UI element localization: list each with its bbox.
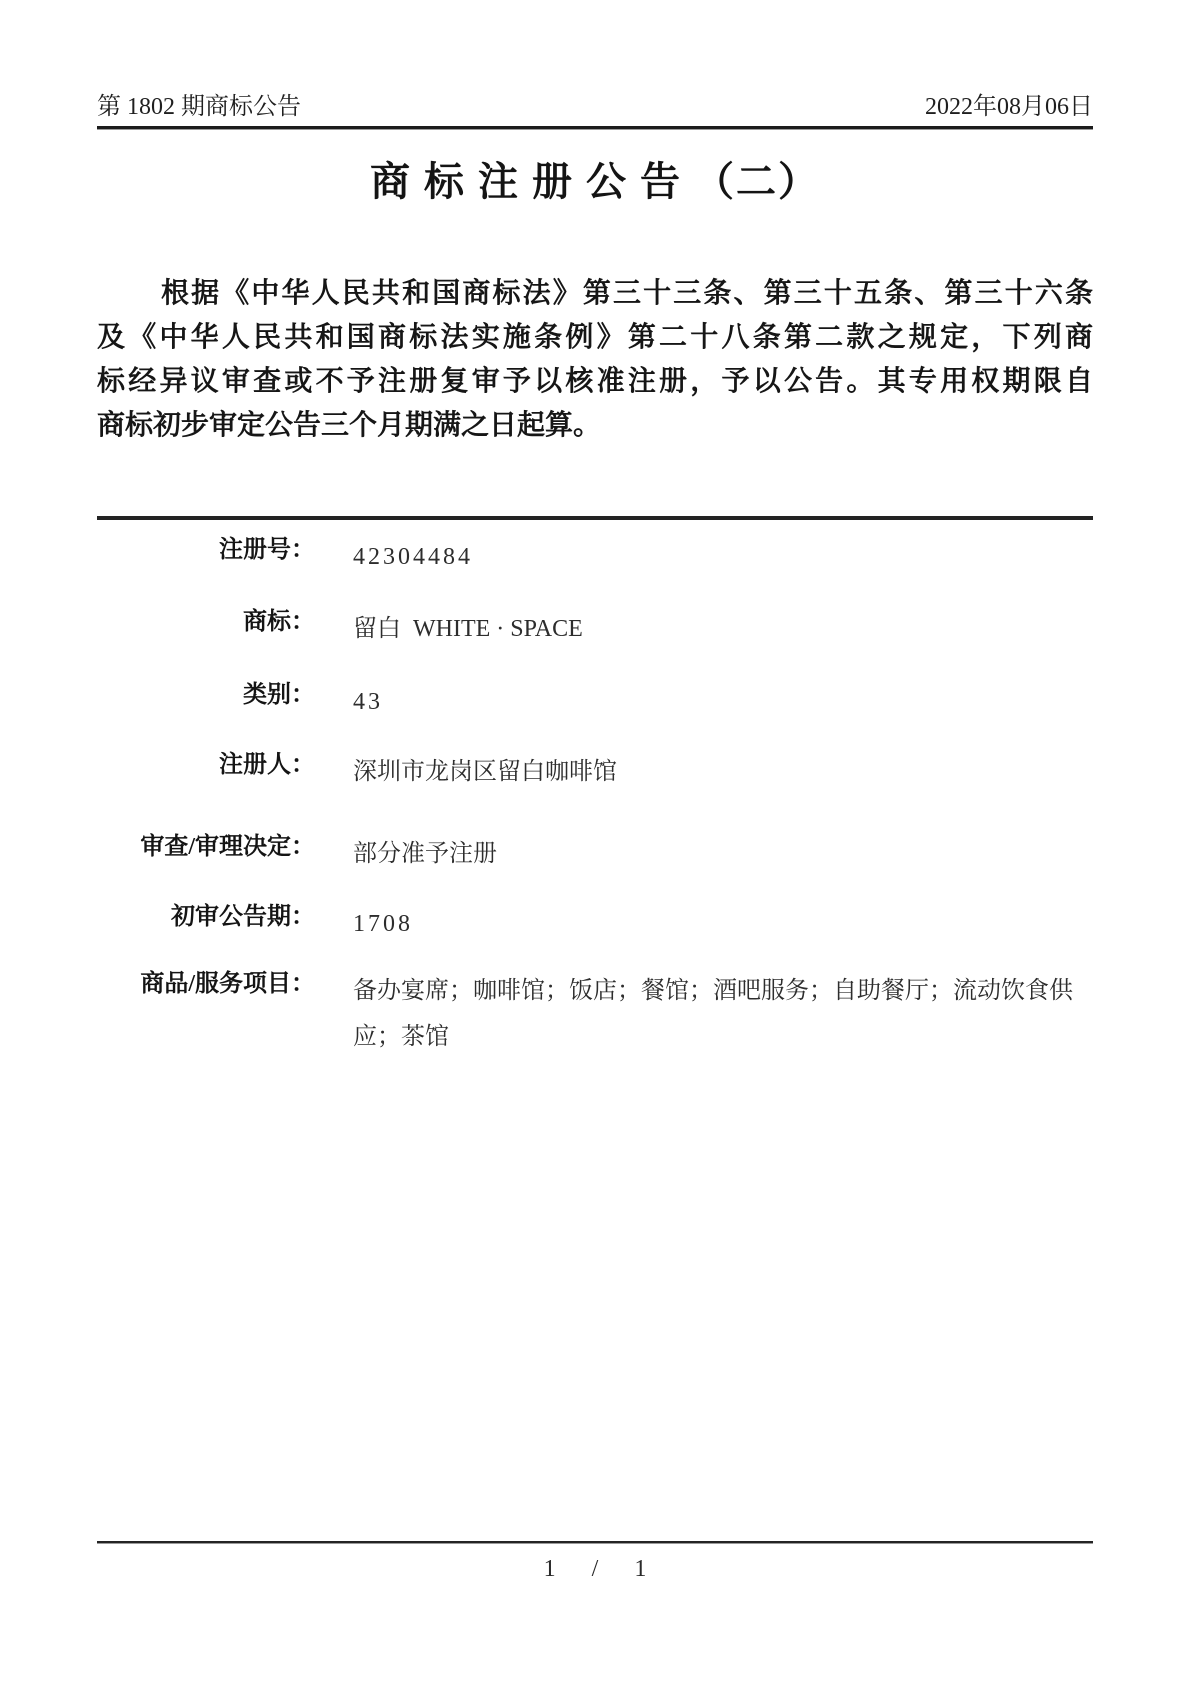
field-label: 类别：: [243, 682, 315, 708]
field-row-registrant: [97, 749, 1083, 795]
page-header: [97, 86, 1093, 121]
field-row-class: [97, 679, 1083, 725]
field-label: 商标：: [243, 609, 315, 635]
field-value: 备办宴席；咖啡馆；饭店；餐馆；酒吧服务；自助餐厅；流动饮食供应；茶馆: [353, 978, 1073, 1050]
page-number-total: 1: [634, 1556, 647, 1582]
intro-line: 及《中华人民共和国商标法实施条例》第二十八条第二款之规定，下列商: [97, 322, 1093, 353]
field-label: 初审公告期：: [171, 904, 315, 930]
page-number-current: 1: [543, 1556, 556, 1582]
intro-line: 根据《中华人民共和国商标法》第三十三条、第三十五条、第三十六条: [161, 278, 1093, 309]
section-divider: [97, 516, 1093, 520]
field-row-registration-number: [97, 534, 1083, 580]
field-row-goods-services: [97, 968, 1083, 1060]
field-value: 1708: [353, 911, 413, 937]
field-value: 43: [353, 689, 383, 715]
gazette-date: 2022年08月06日: [925, 94, 1093, 120]
page-number-separator: /: [591, 1556, 599, 1582]
field-row-decision: [97, 831, 1083, 877]
field-value: 留白 WHITE · SPACE: [353, 616, 583, 642]
intro-paragraph: [97, 272, 1093, 448]
intro-line: 标经异议审查或不予注册复审予以核准注册，予以公告。其专用权期限自: [97, 366, 1093, 397]
field-label: 审查/审理决定：: [140, 834, 315, 860]
field-label: 商品/服务项目：: [140, 971, 315, 997]
field-label: 注册号：: [219, 537, 315, 563]
field-row-trademark: [97, 606, 1083, 652]
field-label: 注册人：: [219, 752, 315, 778]
gazette-issue-label: 第 1802 期商标公告: [97, 94, 301, 120]
field-value: 部分准予注册: [353, 841, 497, 867]
header-divider: [97, 126, 1093, 130]
footer-divider: [97, 1541, 1093, 1544]
field-row-preliminary-gazette: [97, 901, 1083, 947]
field-value: 深圳市龙岗区留白咖啡馆: [353, 759, 617, 785]
page-title: 商 标 注 册 公 告 （二）: [370, 159, 820, 204]
intro-line: 商标初步审定公告三个月期满之日起算。: [97, 410, 602, 441]
page-footer: [0, 1556, 1190, 1583]
field-value: 42304484: [353, 544, 473, 570]
